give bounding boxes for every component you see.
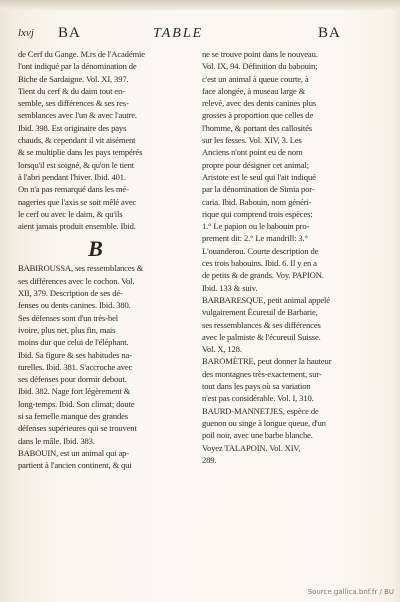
text-line: grosses à proportion que celles de [202, 110, 314, 121]
text-line: relevé, avec des dents canines plus [202, 98, 317, 109]
text-line: guenon ou singe à longue queue, d'un [202, 417, 326, 428]
left-column-entries [18, 262, 173, 471]
text-line: Ibid. Sa figure & ses habitudes na- [18, 349, 132, 360]
text-line: XII, 379. Description de ses dé- [18, 288, 123, 299]
left-column-continuation [18, 48, 173, 232]
text-line: BABIROUSSA, ses ressemblances & [18, 263, 144, 274]
text-line: caria. Ibid. Babouin, nom généri- [202, 196, 312, 207]
header-right-entry: BA [318, 25, 341, 41]
text-line: prement dit: 2.° Le mandrill: 3.° [202, 233, 308, 244]
text-line: l'homme, & portant des callosités [202, 122, 312, 133]
text-line: défenses supérieures qui se trouvent [18, 423, 137, 434]
text-line: dans le mâle. Ibid. 383. [18, 435, 95, 446]
text-line: semblances avec l'un & avec l'autre. [18, 110, 137, 121]
right-column [202, 48, 372, 466]
text-line: propre pour désigner cet animal; [202, 159, 309, 170]
text-line: ses défenses pour dormir debout. [18, 374, 127, 385]
text-line: turelles. Ibid. 381. S'accroche avec [18, 361, 133, 372]
text-line: Vol. IX, 94. Définition du babouin; [202, 61, 318, 72]
text-line: Ibid. 382. Nage fort légèrement & [18, 386, 131, 397]
text-line: On n'a pas remarqué dans les mé- [18, 184, 129, 195]
source-watermark: Source gallica.bnf.fr / BU [307, 588, 394, 596]
text-line: de petits & de grands. Voy. PAPION. [202, 270, 324, 281]
text-line: c'est un animal à queue courte, à [202, 73, 309, 84]
text-line: à l'abri pendant l'hiver. Ibid. 401. [18, 171, 126, 182]
text-line: face alongée, à museau large & [202, 85, 306, 96]
text-line: ces trois babouins. Ibid. 6. Il y en a [202, 258, 317, 269]
text-line: nageries que l'axis se soit mêlé avec [18, 196, 137, 207]
text-line: des montagnes très-exactement, sur- [202, 368, 322, 379]
text-line: ses ressemblances & ses différences [202, 319, 321, 330]
text-line: sur les fesses. Vol. XIV, 3. Les [202, 135, 302, 146]
header-title: TABLE [153, 26, 204, 41]
text-line: poil noir, avec une barbe blanche. [202, 430, 313, 441]
text-line: fenses ou dents canines. Ibid. 380. [18, 300, 131, 311]
text-line: Ibid. 133 & suiv. [202, 282, 258, 293]
text-line: tout dans les pays où sa variation [202, 381, 311, 392]
right-column-entries [202, 48, 372, 466]
text-line: 1.° Le papion ou le babouin pro- [202, 221, 310, 232]
text-line: partient à l'ancien continent, & qui [18, 460, 132, 471]
text-line: ses différences avec le cochon. Vol. [18, 275, 135, 286]
text-line: L'ouanderou. Courte description de [202, 245, 319, 256]
text-line: rique qui comprend trois espèces: [202, 208, 313, 219]
text-line: si sa femelle manque des grandes [18, 411, 128, 422]
text-line: long-temps. Ibid. Son climat; doute [18, 398, 135, 409]
text-line: chauds, & cependant il vit aisément [18, 135, 136, 146]
page-number: lxvj [18, 27, 34, 39]
text-line: Anciens n'ont point eu de nom [202, 147, 303, 158]
running-header [18, 25, 378, 43]
text-line: Voyez TALAPOIN. Vol. XIV, [202, 442, 301, 453]
text-line: vulgairement Écureuil de Barbarie, [202, 307, 318, 318]
text-line: avec le palmiste & l'écureuil Suisse. [202, 331, 321, 342]
text-line: semble, ses différences & ses res- [18, 98, 129, 109]
text-line: le cerf ou avec le daim, & qu'ils [18, 208, 123, 219]
text-line: aient jamais produit ensemble. Ibid. [18, 221, 136, 232]
header-left-entry: BA [58, 25, 81, 41]
text-line: Vol. X, 128. [202, 344, 242, 355]
text-line: lorsqu'il est soigné, & qu'on le tient [18, 159, 135, 170]
section-letter: B [88, 236, 103, 262]
text-line: Tient du cerf & du daim tout en- [18, 85, 125, 96]
text-line: BAURD-MANNETJES, espèce de [202, 405, 319, 416]
text-line: BAROMÈTRE, peut donner la hauteur [202, 356, 332, 367]
text-line: 289. [202, 454, 217, 465]
text-line: BABOUIN, est un animal qui ap- [18, 447, 130, 458]
left-column [18, 48, 173, 472]
text-line: l'ont indiqué par la dénomination de [18, 61, 137, 72]
text-line: de Cerf du Gange. M.rs de l'Académie [18, 49, 145, 59]
text-line: par la dénomination de Simia por- [202, 184, 315, 195]
text-line: ivoire, plus net, plus fin, mais [18, 324, 116, 335]
text-line: ne se trouve point dans le nouveau. [202, 49, 318, 59]
text-line: & se multiplie dans les pays tempérés [18, 147, 143, 158]
text-line: moins dur que celui de l'éléphant. [18, 337, 129, 348]
text-line: Aristote est le seul qui l'ait indiqué [202, 171, 316, 182]
text-line: Ses défenses sont d'un très-bel [18, 312, 119, 323]
text-line: Ibid. 398. Est originaire des pays [18, 122, 127, 133]
text-line: n'est pas considérable. Vol. I, 310. [202, 393, 314, 404]
text-line: Biche de Sardaigne. Vol. XI, 397. [18, 73, 129, 84]
text-line: BARBARESQUE, petit animal appelé [202, 294, 330, 305]
